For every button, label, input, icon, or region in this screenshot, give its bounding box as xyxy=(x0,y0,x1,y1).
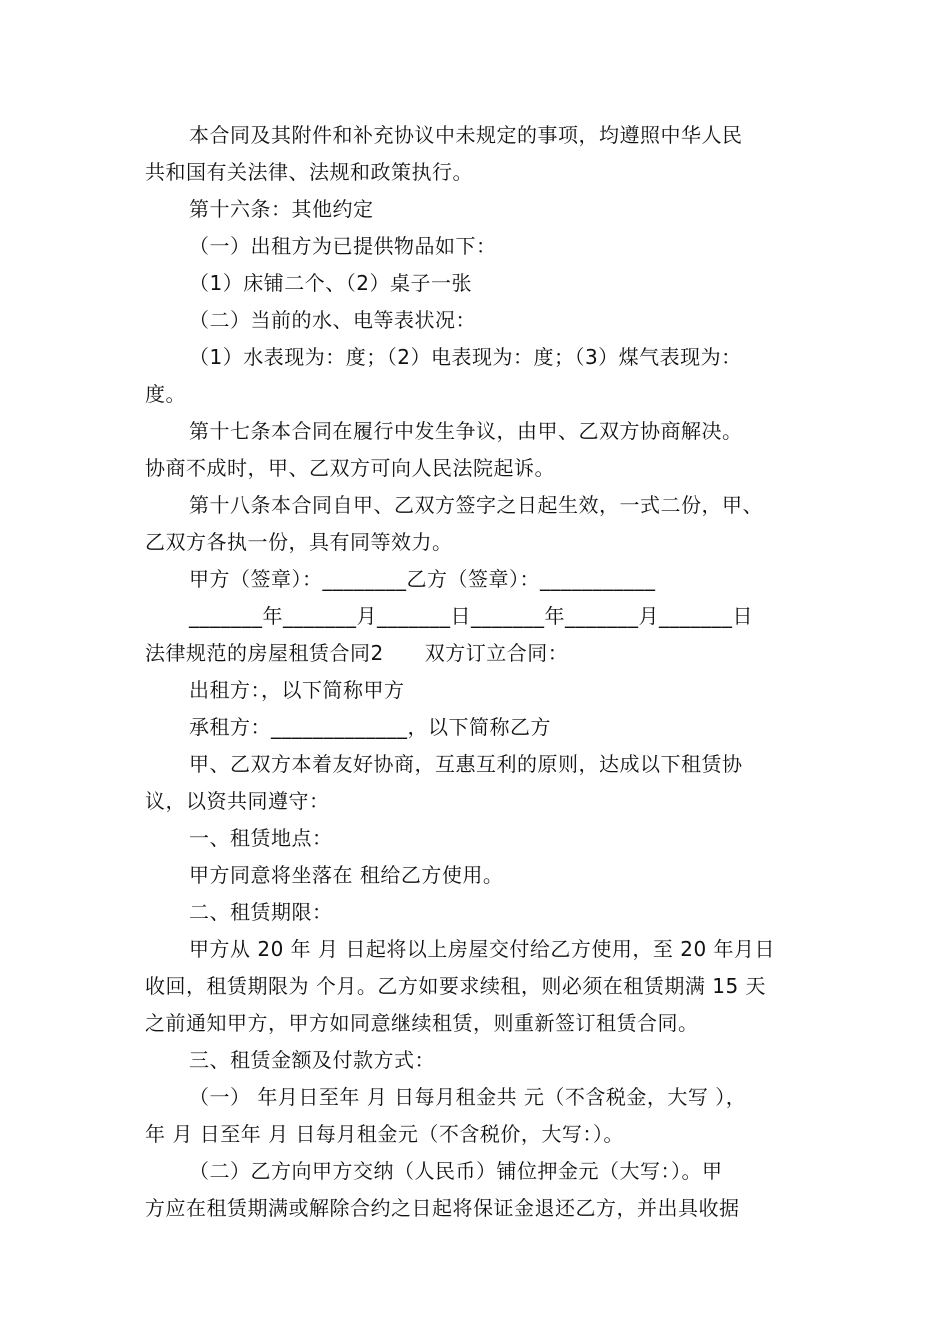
paragraph-line: （二）乙方向甲方交纳（人民币）铺位押金元（大写：）。甲 xyxy=(189,1159,723,1183)
contract-title: 法律规范的房屋租赁合同2 双方订立合同： xyxy=(145,641,569,665)
paragraph-line: （1）水表现为：度；（2）电表现为：度；（3）煤气表现为： xyxy=(189,345,742,369)
paragraph-line: 收回，租赁期限为 个月。乙方如要求续租，则必须在租赁期满 15 天 xyxy=(145,974,767,998)
signature-line: 甲方（签章）：________乙方（签章）：___________ xyxy=(189,567,656,591)
date-line: _______年_______月_______日_______年_______月_______日 xyxy=(189,604,753,628)
paragraph-line: 第十八条本合同自甲、乙双方签字之日起生效，一式二份，甲、 xyxy=(189,493,763,517)
paragraph-line: 乙双方各执一份，具有同等效力。 xyxy=(145,530,453,554)
paragraph-line: 年 月 日至年 月 日每月租金元（不含税价，大写：）。 xyxy=(145,1122,624,1146)
paragraph-line: 甲方从 20 年 月 日起将以上房屋交付给乙方使用，至 20 年月日 xyxy=(189,937,776,961)
paragraph-line: 甲方同意将坐落在 租给乙方使用。 xyxy=(189,863,504,887)
paragraph-line: （1）床铺二个、（2）桌子一张 xyxy=(189,271,472,295)
paragraph-line: 承租方：_____________，以下简称乙方 xyxy=(189,715,551,739)
paragraph-line: 共和国有关法律、法规和政策执行。 xyxy=(145,160,473,184)
paragraph-line: 度。 xyxy=(145,382,186,406)
paragraph-line: 之前通知甲方，甲方如同意继续租赁，则重新签订租赁合同。 xyxy=(145,1011,699,1035)
section-heading: 三、租赁金额及付款方式： xyxy=(189,1048,435,1072)
paragraph-line: 出租方：，以下简称甲方 xyxy=(189,678,405,702)
paragraph-line: 本合同及其附件和补充协议中未规定的事项，均遵照中华人民 xyxy=(189,123,743,147)
paragraph-line: 协商不成时，甲、乙双方可向人民法院起诉。 xyxy=(145,456,555,480)
paragraph-line: （二）当前的水、电等表状况： xyxy=(189,308,476,332)
section-heading: 一、租赁地点： xyxy=(189,826,333,850)
paragraph-line: 甲、乙双方本着友好协商，互惠互利的原则，达成以下租赁协 xyxy=(189,752,743,776)
paragraph-line: 议，以资共同遵守： xyxy=(145,789,330,813)
paragraph-line: 第十七条本合同在履行中发生争议，由甲、乙双方协商解决。 xyxy=(189,419,743,443)
section-heading: 第十六条：其他约定 xyxy=(189,197,374,221)
paragraph-line: 方应在租赁期满或解除合约之日起将保证金退还乙方，并出具收据 xyxy=(145,1196,740,1220)
paragraph-line: （一） 年月日至年 月 日每月租金共 元（不含税金，大写 ）， xyxy=(189,1085,747,1109)
paragraph-line: （一）出租方为已提供物品如下： xyxy=(189,234,497,258)
section-heading: 二、租赁期限： xyxy=(189,900,333,924)
document-body xyxy=(145,117,810,1227)
